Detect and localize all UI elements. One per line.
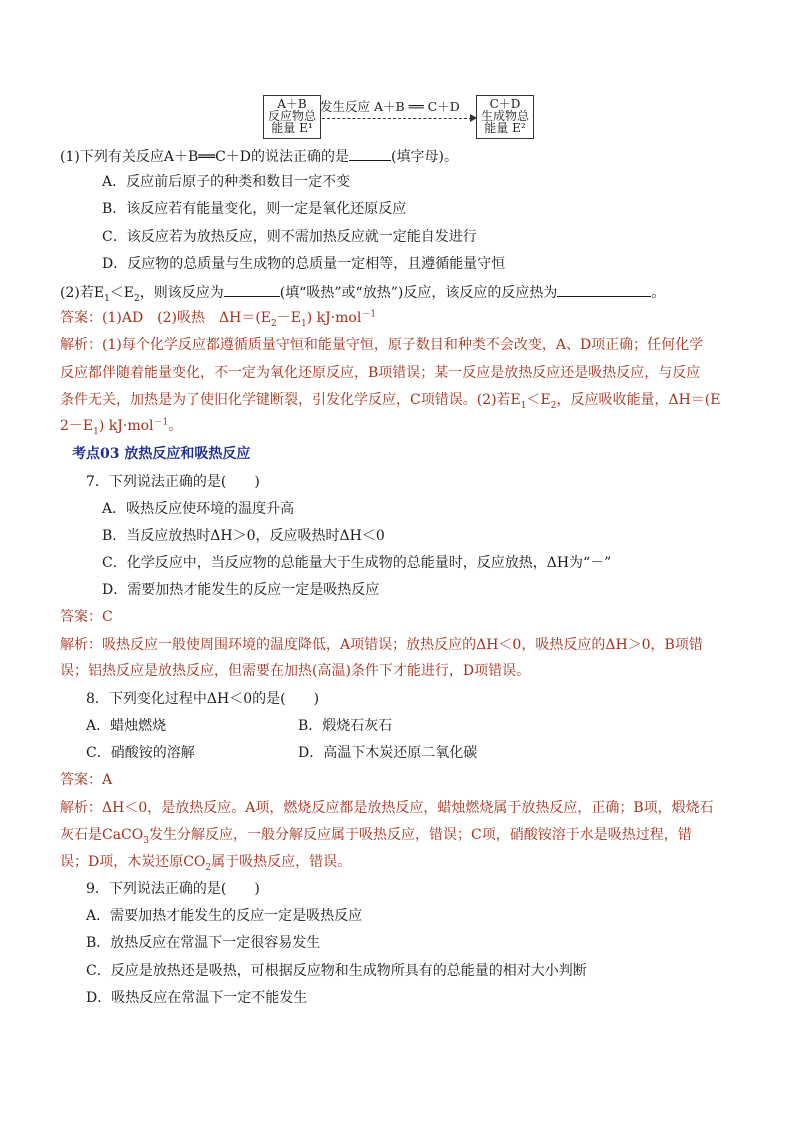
product-energy-box [476,95,534,139]
analysis-text: 属于吸热反应，错误。 [211,854,352,870]
subscript: 1 [300,318,307,329]
q8-option-a: A．蜡烛燃烧 [86,718,167,734]
product-energy: 能量 E² [484,121,526,135]
section-heading: 考点03 放热反应和吸热反应 [72,446,251,462]
subscript: 1 [104,293,110,304]
subscript: 1 [520,400,527,411]
analysis-text: －E [68,418,94,434]
q7-stem: 7．下列说法正确的是( ) [86,474,260,490]
q6-part2-text: 。 [651,285,666,301]
reactant-formula: A＋B [277,97,307,111]
q6-stem-suffix: (填字母)。 [391,149,458,165]
q6-part2 [60,282,665,302]
q7-option-c: C．化学反应中，当反应物的总能量大于生成物的总能量时，反应放热，ΔH为“－” [102,555,612,571]
subscript: 2 [271,318,277,329]
q6-part2-text: (2)若E [60,285,105,301]
answer-text: ) kJ·mol [306,310,362,326]
analysis-text: 。 [168,418,183,434]
answer-text: －E [276,310,301,326]
q6-part2-text: ，则该反应为 [139,285,224,301]
q6-analysis-line-1: 解析：(1)每个化学反应都遵循质量守恒和能量守恒，原子数目和种类不会改变，A、D项正确；任何化学 [60,337,704,353]
q6-blank-2[interactable] [224,282,280,297]
q6-option-d: D．反应物的总质量与生成物的总质量一定相等，且遵循能量守恒 [102,256,506,272]
q6-analysis-line-4 [60,417,182,435]
analysis-text: ) kJ·mol [98,418,154,434]
q9-stem: 9．下列说法正确的是( ) [86,881,260,897]
analysis-text: 发生分解反应，一般分解反应属于吸热反应，错误；C项，硝酸铵溶于水是吸热过程，错 [148,827,692,843]
q9-option-a: A．需要加热才能发生的反应一定是吸热反应 [86,908,363,924]
product-label: 生成物总 [480,109,529,123]
subscript: 2 [550,400,557,411]
q6-blank-1[interactable] [349,146,391,161]
superscript: －1 [361,309,377,320]
q7-analysis-line-2: 误；铝热反应是放热反应，但需要在加热(高温)条件下才能进行，D项错误。 [60,663,531,679]
analysis-text: 误；D项，木炭还原CO [60,854,206,870]
q6-part2-text: ＜E [109,285,135,301]
subscript: 1 [93,426,99,437]
subscript: 2 [205,862,212,873]
q7-answer: 答案：C [60,609,113,625]
q6-option-c: C．该反应若为放热反应，则不需加热反应就一定能自发进行 [102,229,477,245]
reaction-arrow-label: 发生反应 A＋B ══ C＋D [320,99,460,114]
q7-option-a: A．吸热反应使环境的温度升高 [102,501,295,517]
subscript: 2 [134,293,140,304]
q7-analysis-line-1: 解析：吸热反应一般使周围环境的温度降低，A项错误；放热反应的ΔH＜0，吸热反应的ΔH＞0，B项错 [60,637,703,653]
q6-part1-stem [60,146,458,166]
q6-option-a: A．反应前后原子的种类和数目一定不变 [102,174,351,190]
q6-blank-3[interactable] [557,282,651,297]
q6-part2-text: (填“吸热”或“放热”)反应，该反应的反应热为 [279,285,558,301]
q8-option-d: D．高温下木炭还原二氧化碳 [298,745,478,761]
superscript: －1 [153,417,169,428]
q8-analysis-line-3 [60,853,351,871]
q8-answer: 答案：A [60,772,113,788]
subscript: 3 [143,835,149,846]
q7-option-d: D．需要加热才能发生的反应一定是吸热反应 [102,582,380,598]
q6-stem-text: (1)下列有关反应A＋B══C＋D的说法正确的是 [60,149,350,165]
q6-answer [60,309,376,327]
q9-option-c: C．反应是放热还是吸热，可根据反应物和生成物所具有的总能量的相对大小判断 [86,963,587,979]
analysis-text: ，反应吸收能量，ΔH＝(E [556,392,721,408]
q8-option-b: B．煅烧石灰石 [298,718,393,734]
q7-option-b: B．当反应放热时ΔH＞0，反应吸热时ΔH＜0 [102,528,385,544]
subscript: 2 [60,418,69,434]
q8-analysis-line-1: 解析：ΔH＜0，是放热反应。A项，燃烧反应都是放热反应，蜡烛燃烧属于放热反应，正确；B项，煅烧石 [60,800,714,816]
answer-text: 答案：(1)AD (2)吸热 ΔH＝(E [60,310,271,326]
reactant-energy: 能量 E¹ [271,121,313,135]
analysis-text: ＜E [526,392,551,408]
q9-option-d: D．吸热反应在常温下一定不能发生 [86,990,308,1006]
q6-analysis-line-3 [60,391,720,409]
q6-option-b: B．该反应若有能量变化，则一定是氧化还原反应 [102,201,407,217]
q8-stem: 8．下列变化过程中ΔH＜0的是( ) [86,691,320,707]
product-formula: C＋D [489,97,521,111]
q9-option-b: B．放热反应在常温下一定很容易发生 [86,935,321,951]
q8-option-c: C．硝酸铵的溶解 [86,745,195,761]
analysis-text: 条件无关，加热是为了使旧化学键断裂，引发化学反应，C项错误。(2)若E [60,392,521,408]
analysis-text: 灰石是CaCO [60,827,144,843]
q6-analysis-line-2: 反应都伴随着能量变化，不一定为氧化还原反应，B项错误；某一反应是放热反应还是吸热反应，与反应 [60,365,701,381]
reactant-label: 反应物总 [267,109,316,123]
q8-analysis-line-2 [60,826,692,844]
reactant-energy-box [263,95,321,139]
reaction-arrow-line [322,118,472,119]
